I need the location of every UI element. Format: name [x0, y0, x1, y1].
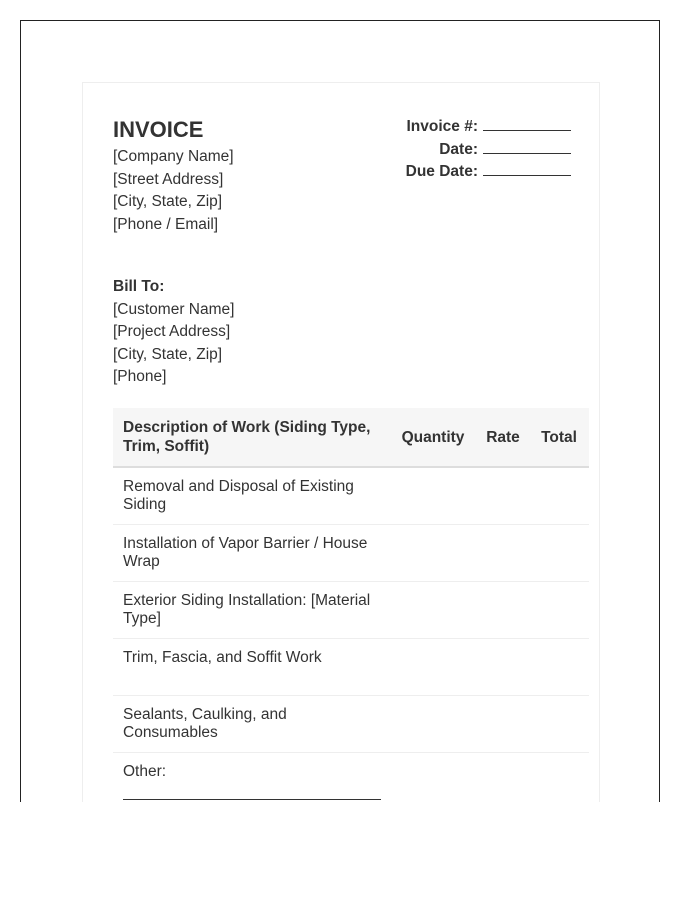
invoice-title: INVOICE — [113, 117, 204, 142]
row-description: Removal and Disposal of Existing Siding — [113, 467, 389, 525]
invoice-number-row — [341, 115, 571, 138]
work-items-table — [113, 408, 589, 802]
invoice-meta — [341, 115, 571, 183]
row-description: Other: — [123, 763, 167, 780]
row-description: Sealants, Caulking, and Consumables — [113, 696, 389, 753]
row-description: Installation of Vapor Barrier / House Wrap — [113, 525, 389, 582]
row-rate-cell[interactable] — [477, 639, 529, 696]
company-phone-email: [Phone / Email] — [113, 215, 219, 233]
company-street-address: [Street Address] — [113, 170, 224, 188]
table-row — [113, 753, 589, 803]
row-total-cell[interactable] — [529, 639, 589, 696]
bill-to-section — [113, 276, 373, 389]
row-quantity-cell[interactable] — [389, 696, 477, 753]
date-row — [341, 138, 571, 161]
row-total-cell[interactable] — [529, 525, 589, 582]
table-row — [113, 525, 589, 582]
row-rate-cell[interactable] — [477, 753, 529, 803]
row-quantity-cell[interactable] — [389, 639, 477, 696]
company-name: [Company Name] — [113, 148, 234, 165]
invoice-sheet — [82, 82, 600, 802]
other-description-field[interactable] — [123, 782, 381, 800]
due-date-row — [341, 160, 571, 183]
invoice-number-field[interactable] — [483, 115, 571, 131]
row-total-cell[interactable] — [529, 696, 589, 753]
table-header-row — [113, 408, 589, 467]
row-quantity-cell[interactable] — [389, 582, 477, 639]
company-city-state-zip: [City, State, Zip] — [113, 193, 223, 210]
table-row — [113, 467, 589, 525]
row-quantity-cell[interactable] — [389, 525, 477, 582]
due-date-field[interactable] — [483, 160, 571, 176]
row-total-cell[interactable] — [529, 582, 589, 639]
invoice-number-label: Invoice #: — [406, 118, 478, 135]
row-total-cell[interactable] — [529, 753, 589, 803]
due-date-label: Due Date: — [405, 163, 478, 180]
row-rate-cell[interactable] — [477, 467, 529, 525]
column-header-rate: Rate — [477, 408, 529, 467]
row-rate-cell[interactable] — [477, 696, 529, 753]
row-description: Trim, Fascia, and Soffit Work — [113, 639, 389, 696]
customer-phone: [Phone] — [113, 368, 167, 385]
customer-city-state-zip: [City, State, Zip] — [113, 345, 223, 363]
row-quantity-cell[interactable] — [389, 467, 477, 525]
column-header-total: Total — [529, 408, 589, 467]
row-other-cell — [113, 753, 389, 803]
column-header-description: Description of Work (Siding Type, Trim, Soffit) — [113, 408, 389, 467]
page-frame — [20, 20, 660, 802]
date-field[interactable] — [483, 138, 571, 154]
table-row — [113, 582, 589, 639]
company-info — [113, 115, 363, 236]
row-total-cell[interactable] — [529, 467, 589, 525]
column-header-quantity: Quantity — [389, 408, 477, 467]
row-description: Exterior Siding Installation: [Material Type] — [113, 582, 389, 639]
row-quantity-cell[interactable] — [389, 753, 477, 803]
bill-to-heading: Bill To: — [113, 278, 165, 295]
date-label: Date: — [439, 140, 478, 158]
table-row — [113, 696, 589, 753]
customer-name: [Customer Name] — [113, 300, 235, 318]
project-address: [Project Address] — [113, 323, 231, 340]
row-rate-cell[interactable] — [477, 525, 529, 582]
row-rate-cell[interactable] — [477, 582, 529, 639]
table-row — [113, 639, 589, 696]
